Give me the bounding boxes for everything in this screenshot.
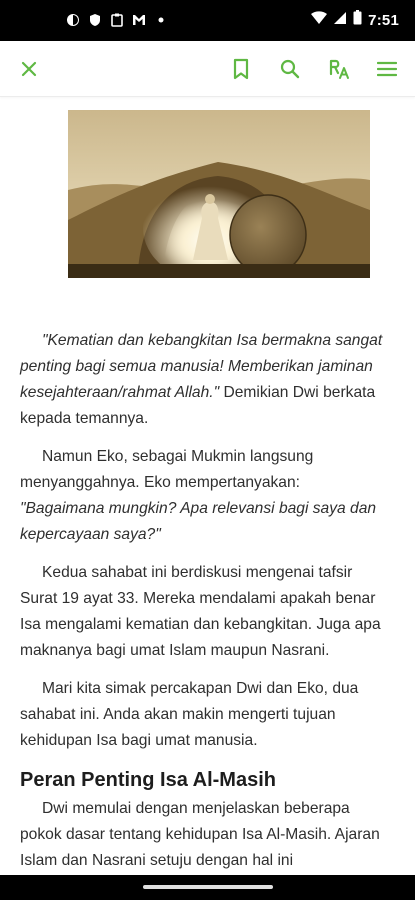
status-clock: 7:51 (368, 11, 399, 29)
article-paragraph-5: Dwi memulai dengan menjelaskan beberapa pokok dasar tentang kehidupan Isa Al-Masih. Ajaran Islam dan Nasrani setuju dengan hal ini (20, 800, 380, 869)
clipboard-icon (110, 13, 124, 27)
more-dot-icon (154, 13, 168, 27)
notification-icon (66, 13, 80, 27)
article-paragraph-4: Mari kita simak percakapan Dwi dan Eko, dua sahabat ini. Anda akan makin mengerti tujuan kehidupan Isa bagi umat manusia. (20, 680, 359, 749)
gmail-icon (132, 13, 146, 27)
article-body (20, 328, 388, 875)
status-bar (0, 0, 415, 41)
article-paragraph-3: Kedua sahabat ini berdiskusi mengenai tafsir Surat 19 ayat 33. Mereka mendalami apakah benar Isa mengalami kematian dan kebangkitan. Juga apa maknanya bagi umat Islam maupun Nasrani. (20, 564, 381, 659)
article-paragraph-1: "Kematian dan kebangkitan Isa bermakna sangat penting bagi semua manusia! Memberikan jaminan kesejahteraan/rahmat Allah." Demikian Dwi berkata kepada temannya. (20, 332, 383, 427)
search-icon (280, 59, 300, 79)
search-button[interactable] (278, 57, 302, 81)
section-heading: Peran Penting Isa Al-Masih (20, 769, 276, 791)
bookmark-button[interactable] (229, 57, 253, 81)
shield-icon (88, 13, 102, 27)
reader-toolbar (0, 41, 415, 97)
quote-dwi: "Kematian dan kebangkitan Isa bermakna sangat penting bagi semua manusia! Memberikan jaminan kesejahteraan/rahmat Allah." (20, 332, 383, 401)
battery-icon (353, 10, 362, 30)
text-size-button[interactable] (327, 57, 351, 81)
menu-button[interactable] (375, 57, 399, 81)
wifi-icon (311, 11, 327, 30)
system-nav-bar (0, 875, 415, 900)
menu-icon (377, 61, 397, 77)
home-gesture-handle[interactable] (143, 885, 273, 889)
close-button[interactable] (17, 57, 41, 81)
article-paragraph-2: Namun Eko, sebagai Mukmin langsung menyanggahnya. Eko mempertanyakan: "Bagaimana mungkin? Apa relevansi bagi saya dan kepercayaan saya?" (20, 448, 377, 543)
close-icon (20, 60, 38, 78)
text-size-icon (328, 58, 350, 80)
article-scroll-area[interactable] (0, 98, 415, 875)
signal-icon (333, 11, 347, 30)
bookmark-icon (232, 58, 250, 80)
status-left-icons (66, 12, 168, 28)
quote-eko: "Bagaimana mungkin? Apa relevansi bagi saya dan kepercayaan saya?" (20, 500, 377, 543)
status-right-icons (311, 11, 399, 29)
empty-tomb-illustration (68, 110, 370, 278)
hero-image (68, 110, 370, 278)
